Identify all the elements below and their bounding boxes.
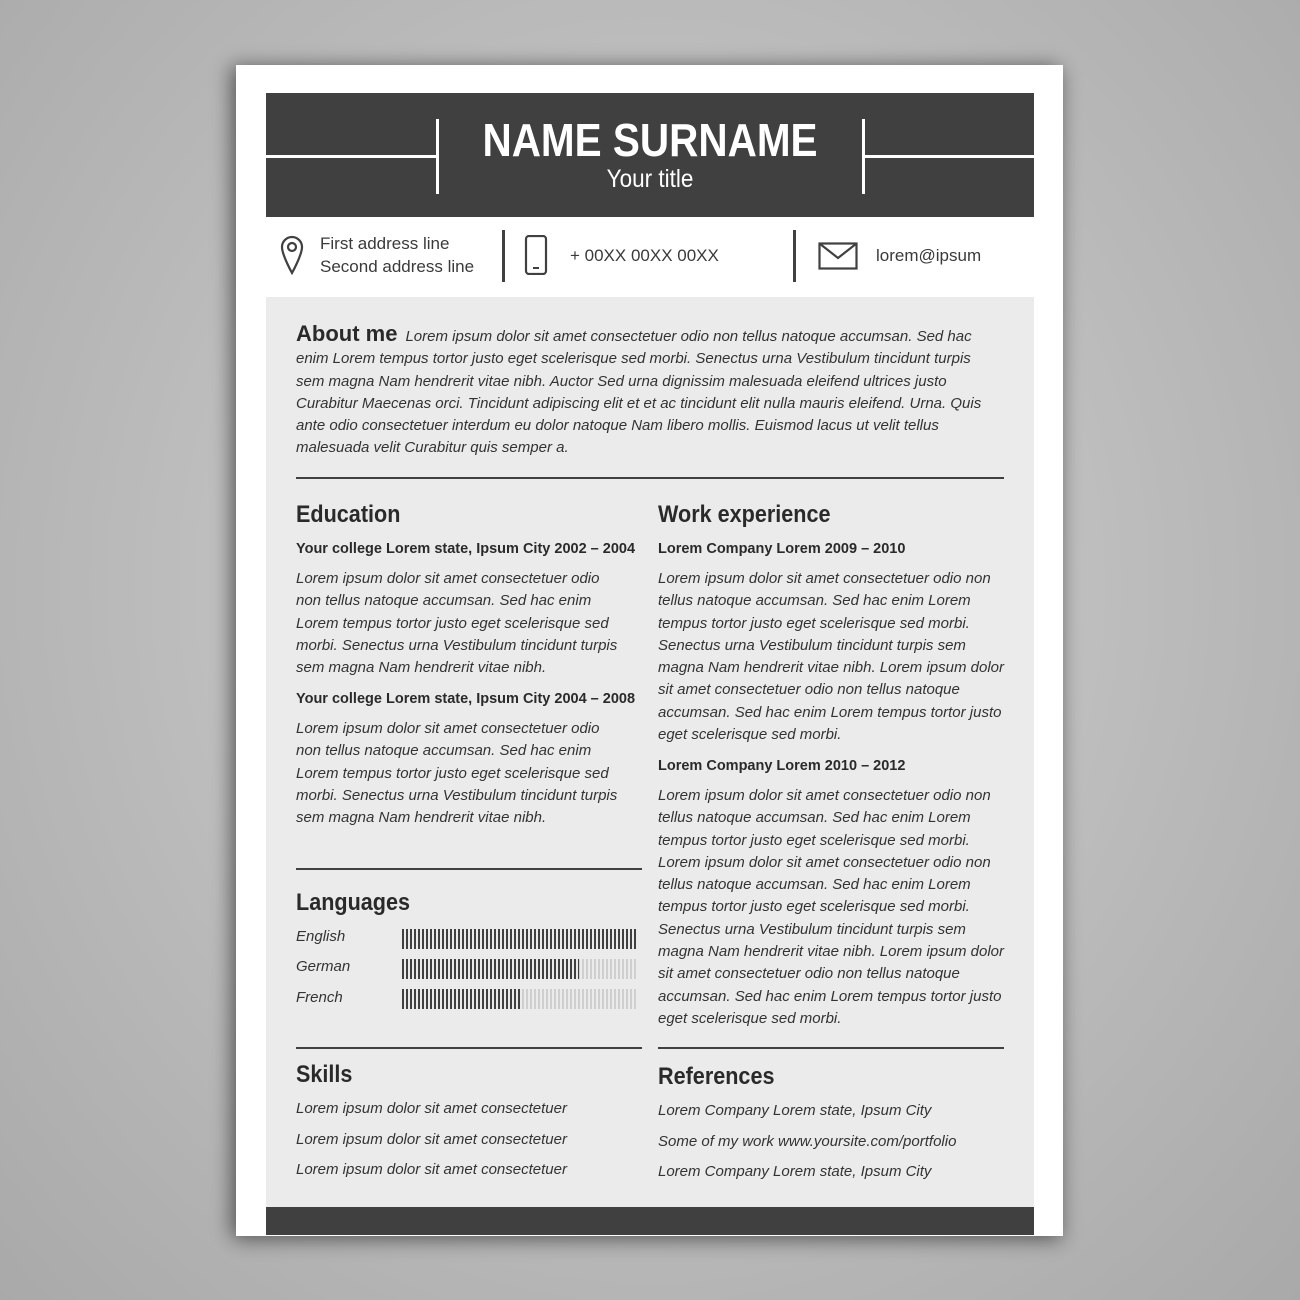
address-line-2: Second address line <box>320 257 475 276</box>
work-entry-2-title: Lorem Company Lorem 2010 – 2012 <box>658 758 906 774</box>
education-entry-2-text: Lorem ipsum dolor sit amet consectetuer odio non tellus natoque accumsan. Sed hac enim Lorem tempus tortor justo eget scelerisque sed morbi. Senectus urna Vestibulum tincidunt turpis sem magna Nam hendrerit vitae nibh. <box>296 720 618 827</box>
resume-page <box>236 65 1063 1236</box>
section-divider <box>296 1047 642 1049</box>
about-heading: About me <box>296 321 398 346</box>
skill-item: Lorem ipsum dolor sit amet consectetuer <box>296 1100 567 1117</box>
reference-item: Lorem Company Lorem state, Ipsum City <box>658 1163 932 1180</box>
contact-separator <box>502 230 505 282</box>
skills-heading: Skills <box>296 1061 353 1088</box>
contact-row <box>236 225 1063 295</box>
section-divider <box>296 477 1004 479</box>
job-title: Your title <box>606 165 694 193</box>
education-entry-2-title: Your college Lorem state, Ipsum City 2004 – 2008 <box>296 691 636 707</box>
language-bar-english <box>402 929 638 949</box>
name-heading: NAME SURNAME <box>482 114 818 166</box>
language-fill <box>402 959 579 979</box>
reference-item: Lorem Company Lorem state, Ipsum City <box>658 1102 932 1119</box>
work-entry-1-title: Lorem Company Lorem 2009 – 2010 <box>658 541 906 557</box>
education-entry-1-title: Your college Lorem state, Ipsum City 2002 – 2004 <box>296 541 636 557</box>
education-entry-1-text: Lorem ipsum dolor sit amet consectetuer odio non tellus natoque accumsan. Sed hac enim Lorem tempus tortor justo eget scelerisque sed morbi. Senectus urna Vestibulum tincidunt turpis sem magna Nam hendrerit vitae nibh. <box>296 570 618 677</box>
reference-item[interactable]: Some of my work www.yoursite.com/portfolio <box>658 1133 957 1150</box>
language-name-english: English <box>296 928 346 945</box>
language-name-french: French <box>296 989 343 1006</box>
skill-item: Lorem ipsum dolor sit amet consectetuer <box>296 1131 567 1148</box>
about-text: Lorem ipsum dolor sit amet consectetuer odio non tellus natoque accumsan. Sed hac enim Lorem tempus tortor justo eget scelerisque sed morbi. Senectus urna Vestibulum tincidunt turpis sem magna Nam hendrerit vitae nibh. Auctor Sed urna dignissim malesuada eleifend ultrices justo Curabitur Maecenas orci. Tincidunt adipiscing elit et et ac tincidunt elit nulla mauris eleifend. Urna. Quis ante odio consectetuer interdum eu dolor natoque Nam libero mollis. Euismod lacus ut velit tellus malesuada velit Curabitur quis semper a. <box>296 328 982 457</box>
phone-icon <box>524 235 548 275</box>
mail-icon <box>818 242 858 270</box>
content-panel <box>266 297 1034 1207</box>
address-line-1: First address line <box>320 234 450 253</box>
about-section <box>296 323 986 460</box>
work-entry-2-text: Lorem ipsum dolor sit amet consectetuer odio non tellus natoque accumsan. Sed hac enim Lorem tempus tortor justo eget scelerisque sed morbi. Lorem ipsum dolor sit amet consectetuer odio non tellus natoque accumsan. Sed hac enim Lorem tempus tortor justo eget scelerisque sed morbi. Senectus urna Vestibulum tincidunt turpis sem magna Nam hendrerit vitae nibh. Lorem ipsum dolor sit amet consectetuer odio non tellus natoque accumsan. Sed hac enim Lorem tempus tortor justo eget scelerisque sed morbi. <box>658 787 1005 1027</box>
header-band <box>266 93 1034 217</box>
education-heading: Education <box>296 501 401 528</box>
language-name-german: German <box>296 958 351 975</box>
languages-heading: Languages <box>296 889 411 916</box>
section-divider <box>296 868 642 870</box>
phone-number[interactable]: + 00XX 00XX 00XX <box>570 246 719 265</box>
email-address[interactable]: lorem@ipsum <box>876 246 982 265</box>
footer-band <box>266 1207 1034 1235</box>
language-bar-german <box>402 959 638 979</box>
work-entry-1-text: Lorem ipsum dolor sit amet consectetuer odio non tellus natoque accumsan. Sed hac enim Lorem tempus tortor justo eget scelerisque sed morbi. Senectus urna Vestibulum tincidunt turpis sem magna Nam hendrerit vitae nibh. Lorem ipsum dolor sit amet consectetuer odio non tellus natoque accumsan. Sed hac enim Lorem tempus tortor justo eget scelerisque sed morbi. <box>658 570 1005 744</box>
language-fill <box>402 989 520 1009</box>
skill-item: Lorem ipsum dolor sit amet consectetuer <box>296 1161 567 1178</box>
section-divider <box>658 1047 1004 1049</box>
language-fill <box>402 929 638 949</box>
contact-separator <box>793 230 796 282</box>
language-bar-french <box>402 989 638 1009</box>
work-heading: Work experience <box>658 501 831 528</box>
references-heading: References <box>658 1063 775 1090</box>
location-pin-icon <box>280 235 304 275</box>
address-block <box>320 232 474 278</box>
